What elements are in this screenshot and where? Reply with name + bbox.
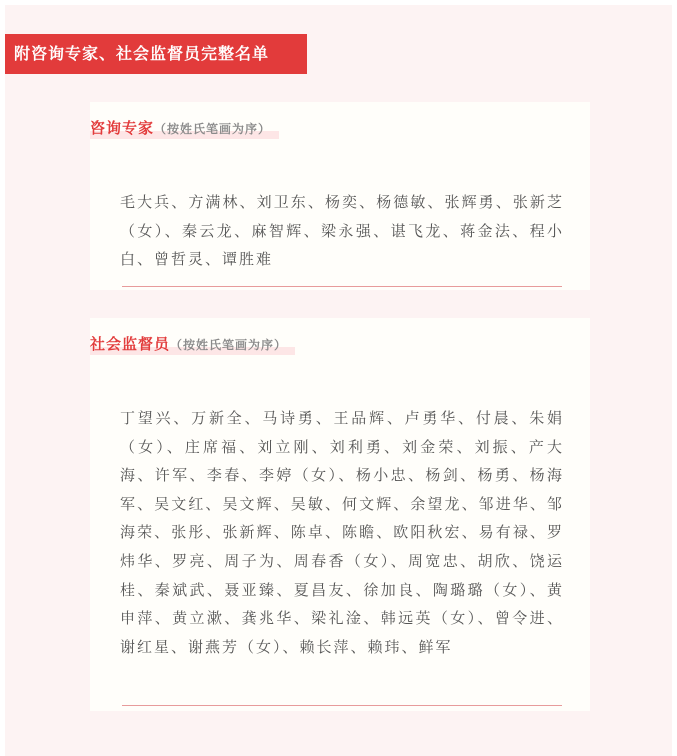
supervisor-name-list: 丁望兴、万新全、马诗勇、王品辉、卢勇华、付晨、朱娟（女）、庄席福、刘立刚、刘利勇、刘金荣、刘振、产大海、许军、李春、李婷（女）、杨小忠、杨剑、杨勇、杨海军、吴文红、吴文辉、吴敏、何文辉、余望龙、邹进华、邹海荣、张彤、张新辉、陈卓、陈瞻、欧阳秋宏、易有禄、罗炜华、罗亮、周子为、周春香（女）、周宽忠、胡欣、饶运桂、秦斌武、聂亚臻、夏昌友、徐加良、陶璐璐（女）、黄申萍、黄立漱、龚兆华、梁礼淦、韩远英（女）、曾令进、谢红星、谢燕芳（女）、赖长萍、赖玮、鲜军	[120, 409, 564, 656]
page-background	[5, 5, 672, 756]
section-divider	[122, 286, 562, 287]
page-title-banner: 附咨询专家、社会监督员完整名单	[5, 34, 307, 74]
supervisor-section-card	[90, 318, 590, 711]
section-header	[90, 117, 279, 139]
section-title: 社会监督员	[90, 335, 171, 353]
section-ordering-note: （按姓氏笔画为序）	[154, 122, 272, 136]
section-title: 咨询专家	[90, 119, 155, 137]
expert-name-list: 毛大兵、方满林、刘卫东、杨奕、杨德敏、张辉勇、张新芝（女）、秦云龙、麻智辉、梁永强、谌飞龙、蒋金法、程小白、曾哲灵、谭胜难	[120, 193, 564, 269]
section-ordering-note: （按姓氏笔画为序）	[170, 338, 288, 352]
section-divider	[122, 705, 562, 706]
section-header	[90, 333, 295, 355]
expert-section-card	[90, 102, 590, 290]
